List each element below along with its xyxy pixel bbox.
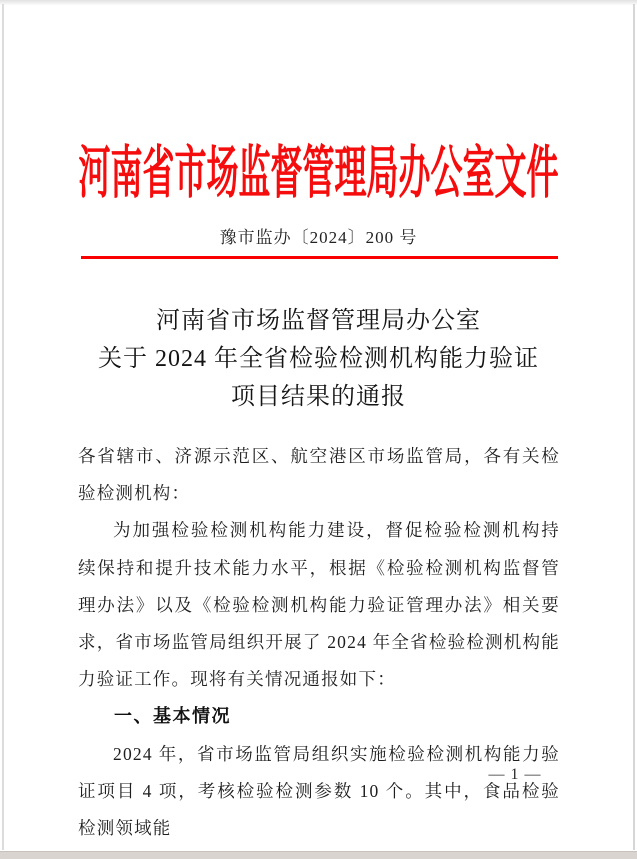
document-title bbox=[0, 302, 637, 416]
page-bottom-edge bbox=[0, 851, 637, 859]
document-title-line-3: 项目结果的通报 bbox=[231, 384, 406, 410]
document-number: 豫市监办〔2024〕200 号 bbox=[219, 228, 418, 247]
page-top-edge bbox=[0, 0, 637, 5]
section-heading: 一、基本情况 bbox=[114, 706, 231, 727]
document-title-line-1: 河南省市场监督管理局办公室 bbox=[156, 308, 481, 334]
letterhead bbox=[0, 128, 637, 205]
document-body bbox=[78, 438, 560, 847]
letterhead-title: 河南省市场监督管理局办公室文件 bbox=[78, 140, 559, 205]
page-number: — 1 — bbox=[488, 766, 542, 783]
red-divider-line bbox=[81, 256, 558, 259]
recipients-line: 各省辖市、济源示范区、航空港区市场监管局，各有关检验检测机构： bbox=[78, 446, 560, 504]
document-title-line-2: 关于 2024 年全省检验检测机构能力验证 bbox=[98, 346, 539, 372]
intro-paragraph: 为加强检验检测机构能力建设，督促检验检测机构持续保持和提升技术能力水平，根据《检验检测机构监督管理办法》以及《检验检测机构能力验证管理办法》相关要求，省市场监管局组织开展了 2024 年全省检验检测机构能力验证工作。现将有关情况通报如下： bbox=[78, 520, 560, 690]
section-paragraph: 2024 年，省市场监管局组织实施检验检测机构能力验证项目 4 项，考核检验检测参数 10 个。其中，食品检验检测领域能 bbox=[78, 743, 560, 839]
